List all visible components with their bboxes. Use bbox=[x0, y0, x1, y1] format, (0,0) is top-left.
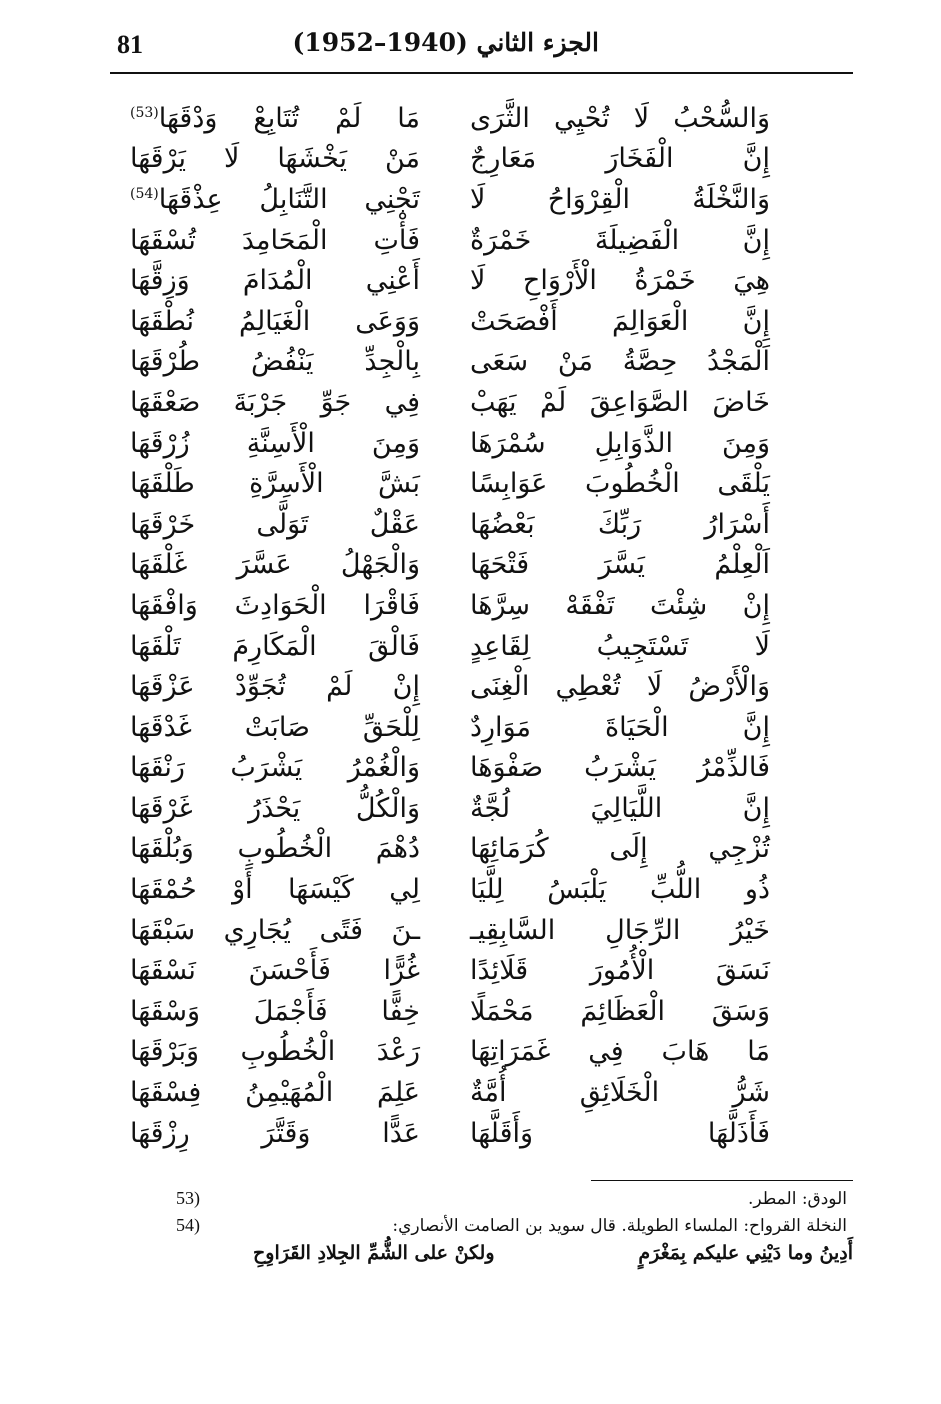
hemistich-second bbox=[130, 630, 420, 662]
footnote-rule bbox=[591, 1180, 853, 1181]
verse-line bbox=[130, 788, 770, 829]
hemistich-first: إِنَّ الْفَضِيلَةَ خَمْرَةٌ bbox=[470, 224, 770, 256]
hemistich-first: إِنَّ الْفَخَارَ مَعَارِجٌ bbox=[470, 143, 770, 175]
hemistich-second bbox=[130, 305, 420, 337]
hemistich-first: فَأَذَلَّهَا وَأَقَلَّهَا bbox=[470, 1117, 770, 1149]
hemistich-second bbox=[130, 143, 420, 175]
hemistich-first: وَالسُّحْبُ لَا تُحْيِي الثَّرَى bbox=[470, 102, 770, 134]
hemistich-first: شَرُّ الْخَلَائِقِ أُمَّةٌ bbox=[470, 1077, 770, 1109]
hemistich-first: تُزْجِي إِلَى كُرَمَائِهَا bbox=[470, 833, 770, 865]
hemistich-first: يَلْقَى الْخُطُوبَ عَوَابِسًا bbox=[470, 468, 770, 500]
hemistich-second bbox=[130, 914, 420, 946]
verse-line bbox=[130, 910, 770, 951]
hemistich-text: وَالْغُمْرُ يَشْرَبُ رَنْقَهَا bbox=[130, 752, 420, 784]
verse-line bbox=[130, 829, 770, 870]
hemistich-text: فَالْقَ الْمَكَارِمَ تَلْقَهَا bbox=[130, 630, 420, 662]
footnote-53 bbox=[160, 1188, 853, 1209]
hemistich-second bbox=[130, 346, 420, 378]
hemistich-second bbox=[130, 874, 420, 906]
hemistich-text: لِلْحَقِّ صَابَتْ غَدْقَهَا bbox=[130, 711, 420, 743]
hemistich-second bbox=[130, 508, 420, 540]
page-number: 81 bbox=[117, 30, 143, 59]
hemistich-first: هِيَ خَمْرَةُ الْأَرْوَاحِ لَا bbox=[470, 265, 770, 297]
hemistich-text: عَدًّا وَقَتَّرَ رِزْقَهَا bbox=[130, 1117, 420, 1149]
hemistich-second bbox=[130, 792, 420, 824]
hemistich-text: لِي كَيْسَهَا أَوْ حُمْقَهَا bbox=[130, 874, 420, 906]
hemistich-text: تَجْنِي التَّنَابِلُ عِذْقَهَا bbox=[158, 183, 420, 215]
verse-line bbox=[130, 1113, 770, 1154]
verse-line bbox=[130, 869, 770, 910]
hemistich-second bbox=[130, 102, 420, 134]
hemistich-second bbox=[130, 833, 420, 865]
verse-line bbox=[130, 707, 770, 748]
verse-line bbox=[130, 748, 770, 789]
hemistich-text: فِي جَوِّ جَرْبَةَ صَعْقَهَا bbox=[130, 386, 420, 418]
footnote-verse-first: أَدِينُ وما دَيْنِي عليكم بِمَغْرَمٍ bbox=[638, 1242, 853, 1264]
hemistich-first: ذُو اللُّبِّ يَلْبَسُ لِلَّيَا bbox=[470, 874, 770, 906]
hemistich-second bbox=[130, 224, 420, 256]
verse-line bbox=[130, 98, 770, 139]
hemistich-text: فَأْتِ الْمَحَامِدَ تُسْقَهَا bbox=[130, 224, 420, 256]
footnote-verse-second: ولكنْ على الشُّمِّ الجِلادِ القَرَاوِحِ bbox=[253, 1242, 495, 1264]
verse-line bbox=[130, 1072, 770, 1113]
hemistich-text: فَاقْرَا الْحَوَادِثَ وَافْقَهَا bbox=[130, 589, 420, 621]
hemistich-first: وَمِنَ الذَّوَابِلِ سُمْرَهَا bbox=[470, 427, 770, 459]
hemistich-first: أَسْرَارُ رَبِّكَ بَعْضُهَا bbox=[470, 508, 770, 540]
hemistich-text: وَمِنَ الْأَسِنَّةِ زُرْقَهَا bbox=[130, 427, 420, 459]
hemistich-second bbox=[130, 468, 420, 500]
footnote-marker: (53) bbox=[130, 104, 159, 121]
hemistich-text: وَوَعَى الْغَيَالِمُ نُطْقَهَا bbox=[130, 305, 420, 337]
hemistich-text: وَالْكُلُّ يَحْذَرُ غَرْقَهَا bbox=[130, 792, 420, 824]
verse-line bbox=[130, 545, 770, 586]
verse-line bbox=[130, 179, 770, 220]
footnote-number: 53) bbox=[176, 1188, 200, 1208]
hemistich-text: بِالْجِدِّ يَنْفُضُ طُرْقَهَا bbox=[130, 346, 420, 378]
hemistich-first: إِنْ شِئْتَ تَفْقَهْ سِرَّهَا bbox=[470, 589, 770, 621]
hemistich-first: وَسَقَ الْعَظَائِمَ مَحْمَلًا bbox=[470, 995, 770, 1027]
hemistich-text: مَنْ يَخْشَهَا لَا يَرْقَهَا bbox=[130, 143, 420, 175]
hemistich-second bbox=[130, 671, 420, 703]
hemistich-second bbox=[130, 1077, 420, 1109]
verse-line bbox=[130, 950, 770, 991]
footnote-number: 54) bbox=[176, 1215, 200, 1235]
hemistich-first: وَالْأَرْضُ لَا تُعْطِي الْغِنَى bbox=[470, 671, 770, 703]
hemistich-first: إِنَّ الْحَيَاةَ مَوَارِدٌ bbox=[470, 711, 770, 743]
hemistich-second bbox=[130, 995, 420, 1027]
hemistich-text: عَلِمَ الْمُهَيْمِنُ فِسْقَهَا bbox=[130, 1077, 420, 1109]
verse-line bbox=[130, 463, 770, 504]
hemistich-second bbox=[130, 427, 420, 459]
hemistich-second bbox=[130, 1036, 420, 1068]
hemistich-first: اَلْعِلْمُ يَسَّرَ فَتْحَهَا bbox=[470, 549, 770, 581]
hemistich-text: أَعْنِي الْمُدَامَ وَزِقَّهَا bbox=[130, 265, 420, 297]
hemistich-first: اَلْمَجْدُ حِصَّةُ مَنْ سَعَى bbox=[470, 346, 770, 378]
hemistich-first: نَسَقَ الْأُمُورَ قَلَائِدًا bbox=[470, 955, 770, 987]
hemistich-text: رَعْدَ الْخُطُوبِ وَبَرْقَهَا bbox=[130, 1036, 420, 1068]
hemistich-first: إِنَّ اللَّيَالِيَ لُجَّةٌ bbox=[470, 792, 770, 824]
hemistich-first: فَالذِّمْرُ يَشْرَبُ صَفْوَهَا bbox=[470, 752, 770, 784]
hemistich-second bbox=[130, 711, 420, 743]
hemistich-second bbox=[130, 265, 420, 297]
hemistich-text: خِفًّا فَأَجْمَلَ وَسْقَهَا bbox=[130, 995, 420, 1027]
verse-line bbox=[130, 342, 770, 383]
hemistich-second bbox=[130, 549, 420, 581]
hemistich-second bbox=[130, 1117, 420, 1149]
hemistich-first: وَالنَّخْلَةُ الْقِرْوَاحُ لَا bbox=[470, 183, 770, 215]
hemistich-first: لَا تَسْتَجِيبُ لِقَاعِدٍ bbox=[470, 630, 770, 662]
running-head: الجزء الثاني (1940–1952) bbox=[292, 28, 599, 57]
verse-line bbox=[130, 301, 770, 342]
poem bbox=[130, 98, 770, 1153]
verse-line bbox=[130, 504, 770, 545]
hemistich-text: غُرًّا فَأَحْسَنَ نَسْقَهَا bbox=[130, 955, 420, 987]
hemistich-second bbox=[130, 752, 420, 784]
verse-line bbox=[130, 382, 770, 423]
hemistich-second bbox=[130, 955, 420, 987]
verse-line bbox=[130, 991, 770, 1032]
hemistich-text: إِنْ لَمْ تُجَوِّدْ عَزْقَهَا bbox=[130, 671, 420, 703]
hemistich-text: عَقْلٌ تَوَلَّى خَرْقَهَا bbox=[130, 508, 420, 540]
verse-line bbox=[130, 666, 770, 707]
verse-line bbox=[130, 1032, 770, 1073]
verse-line bbox=[130, 423, 770, 464]
hemistich-text: ـنَ فَتًى يُجَارِي سَبْقَهَا bbox=[130, 914, 420, 946]
hemistich-text: بَشَّ الْأَسِرَّةِ طَلْقَهَا bbox=[130, 468, 420, 500]
hemistich-first: مَا هَابَ فِي غَمَرَاتِهَا bbox=[470, 1036, 770, 1068]
verse-line bbox=[130, 260, 770, 301]
verse-line bbox=[130, 139, 770, 180]
footnote-text: النخلة القرواح: الملساء الطويلة. قال سويد بن الصامت الأنصاري: bbox=[392, 1216, 847, 1236]
hemistich-second bbox=[130, 386, 420, 418]
footnotes bbox=[160, 1188, 853, 1264]
hemistich-second bbox=[130, 183, 420, 215]
hemistich-text: دُهْمَ الْخُطُوبِ وَبُلْقَهَا bbox=[130, 833, 420, 865]
footnote-text: الودق: المطر. bbox=[747, 1189, 847, 1209]
footnote-verse bbox=[253, 1242, 853, 1264]
verse-line bbox=[130, 220, 770, 261]
hemistich-text: وَالْجَهْلُ عَسَّرَ غَلْقَهَا bbox=[130, 549, 420, 581]
hemistich-first: إِنَّ الْعَوَالِمَ أَفْصَحَتْ bbox=[470, 305, 770, 337]
header-rule bbox=[110, 72, 853, 74]
hemistich-second bbox=[130, 589, 420, 621]
hemistich-first: خَيْرُ الرِّجَالِ السَّابِقِيـ bbox=[470, 914, 770, 946]
verse-line bbox=[130, 626, 770, 667]
footnote-marker: (54) bbox=[130, 185, 159, 202]
hemistich-text: مَا لَمْ تُتَابِعْ وَدْقَهَا bbox=[158, 102, 420, 134]
hemistich-first: خَاضَ الصَّوَاعِقَ لَمْ يَهَبْ bbox=[470, 386, 770, 418]
footnote-54 bbox=[160, 1215, 853, 1236]
verse-line bbox=[130, 585, 770, 626]
